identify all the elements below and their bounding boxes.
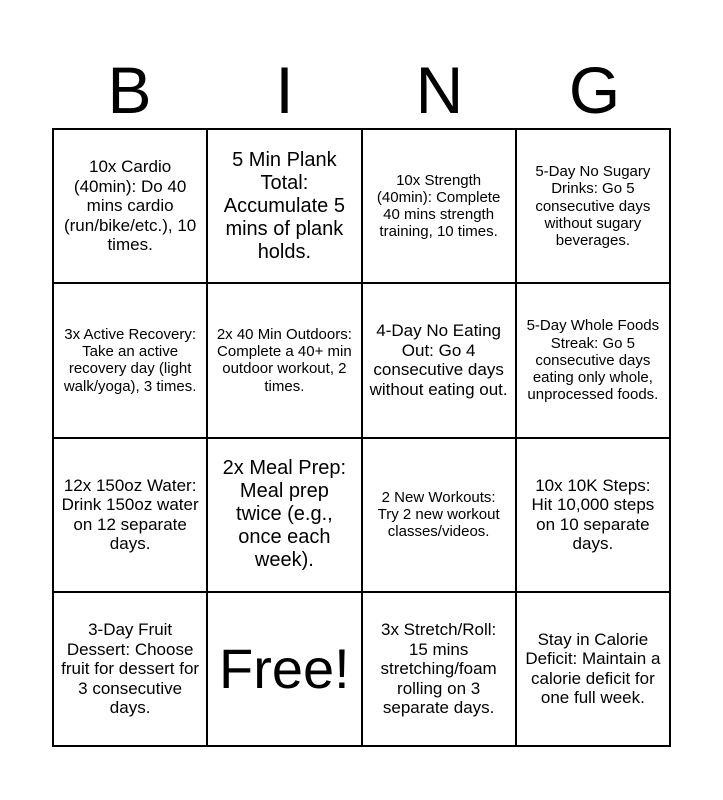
bingo-grid [52,128,671,747]
bingo-cell[interactable]: 2x 40 Min Outdoors: Complete a 40+ min outdoor workout, 2 times. [207,283,361,437]
bingo-cell[interactable]: 12x 150oz Water: Drink 150oz water on 12 separate days. [53,438,207,592]
grid-row [53,438,670,592]
bingo-cell[interactable]: 2x Meal Prep: Meal prep twice (e.g., once each week). [207,438,361,592]
bingo-cell[interactable]: 5-Day Whole Foods Streak: Go 5 consecutive days eating only whole, unprocessed foods. [516,283,670,437]
bingo-cell[interactable]: 10x Cardio (40min): Do 40 mins cardio (run/bike/etc.), 10 times. [53,129,207,283]
header-letter-n: N [415,53,464,127]
grid-row [53,283,670,437]
header-letter-b: B [107,53,152,127]
bingo-cell[interactable]: 5 Min Plank Total: Accumulate 5 mins of plank holds. [207,129,361,283]
bingo-cell[interactable]: 4-Day No Eating Out: Go 4 consecutive days without eating out. [362,283,516,437]
header-letter-i: I [275,53,294,127]
free-space-cell[interactable]: Free! [207,592,361,746]
bingo-cell[interactable]: 2 New Workouts: Try 2 new workout classes/videos. [362,438,516,592]
bingo-cell[interactable]: 10x Strength (40min): Complete 40 mins strength training, 10 times. [362,129,516,283]
grid-row [53,129,670,283]
bingo-cell[interactable]: 3x Stretch/Roll: 15 mins stretching/foam rolling on 3 separate days. [362,592,516,746]
bingo-cell[interactable]: Stay in Calorie Deficit: Maintain a calorie deficit for one full week. [516,592,670,746]
bingo-cell[interactable]: 3x Active Recovery: Take an active recovery day (light walk/yoga), 3 times. [53,283,207,437]
grid-row [53,592,670,746]
bingo-cell[interactable]: 3-Day Fruit Dessert: Choose fruit for dessert for 3 consecutive days. [53,592,207,746]
bingo-cell[interactable]: 5-Day No Sugary Drinks: Go 5 consecutive days without sugary beverages. [516,129,670,283]
header-letter-g: G [568,53,621,127]
bingo-header [52,55,671,125]
bingo-cell[interactable]: 10x 10K Steps: Hit 10,000 steps on 10 separate days. [516,438,670,592]
